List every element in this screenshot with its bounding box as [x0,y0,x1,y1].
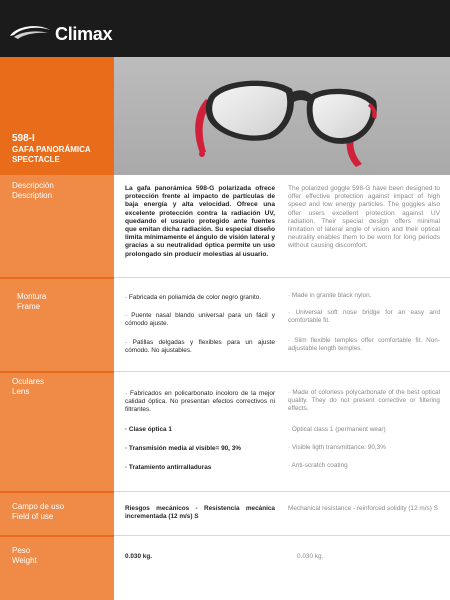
row-label-descripcion [0,175,114,277]
product-image-panel [114,57,450,175]
peso-en-text: 0.030 kg. [297,553,324,560]
label-descripcion-en: Description [12,191,53,200]
montura-es-item: · Patillas delgadas y flexibles para un ajuste cómodo. No ajustables. [125,339,275,354]
product-code: 598-I [12,133,35,144]
divider [114,277,450,278]
oculares-es-item: · Clase óptica 1 [125,426,172,433]
label-montura-en: Frame [17,302,41,311]
label-campo-es: Campo de uso [12,502,65,511]
product-name: GAFA PANORÁMICA SPECTACLE [12,145,91,164]
oculares-es-item: · Transmisión media al visible= 90, 3% [125,445,241,452]
oculares-en-item: · Made of colorless polycarbonate of the best optical quality. They do not present corrective or filtering effects. [288,389,440,412]
row-label-peso [0,537,114,600]
row-label-montura [0,279,114,371]
montura-en-item: · Slim flexible temples offer comfortable fit. Non-adjustable length temples. [288,337,440,352]
campo-en-text: Mechanical resistance - reinforced solidity (12 m/s) S [288,505,438,512]
divider [114,491,450,492]
climax-swoosh-icon [8,24,52,44]
divider [114,371,450,372]
header-bar [0,0,450,57]
label-peso-es: Peso [12,546,31,555]
descripcion-es-text: La gafa panorámica 598-G polarizada ofrece protección frente al impacto de partículas de baja energía y alta velocidad. Ofrece una excelente protección contra la radiación UV, quedando el usuario protegido ante fuentes que emitan dicha radiación. Su especial diseño limita mínimamente el ángulo de visión lateral y gracias a su neutralidad óptica permite un uso prolongado sin producir molestias al usuario. [125,185,275,258]
label-peso-en: Weight [12,556,37,565]
goggles-image [114,57,450,175]
divider [114,535,450,536]
climax-logo [8,23,112,45]
brand-name: Climax [55,23,113,44]
row-label-campo [0,493,114,535]
label-campo-en: Field of use [12,512,54,521]
label-descripcion-es: Descripción [12,181,54,190]
peso-es-text: 0.030 kg. [125,553,153,560]
label-oculares-es: Oculares [12,377,45,386]
campo-es-text: Riesgos mecánicos - Resistencia mecánica incrementada (12 m/s) S [125,505,275,520]
montura-en-item: · Made in granite black nylon. [288,292,372,299]
montura-es-item: · Fabricada en poliamida de color negro granito. [125,294,262,301]
label-oculares-en: Lens [12,387,30,396]
row-label-oculares [0,373,114,491]
oculares-es-item: · Fabricados en policarbonato incoloro de la mejor calidad óptica. No presentan efectos correctivos ni filtrantes. [125,390,275,413]
label-montura-es: Montura [17,292,47,301]
oculares-en-item: · Visible ligth transmittance: 90,3% [288,444,386,451]
oculares-en-item: · Optical class 1 (permanent wear) [288,426,386,433]
oculares-en-item: · Anti-scratch coating [288,462,348,469]
montura-en-item: · Universal soft nose bridge for an easy and comfortable fit. [288,309,440,324]
montura-es-item: · Puente nasal blando universal para un fácil y cómodo ajuste. [125,312,275,327]
oculares-es-item: · Tratamiento antirralladuras [125,464,212,471]
descripcion-en-text: The polarized goggle 598-G have been designed to offer effective protection against impact of high speed and low energy particles. The goggles also offer users excellent protection against UV radiation. Their special design offers minimal limitation of lateral angle of vision and their optical neutrality enables them to be worn for long periods without causing discomfort. [288,185,440,250]
